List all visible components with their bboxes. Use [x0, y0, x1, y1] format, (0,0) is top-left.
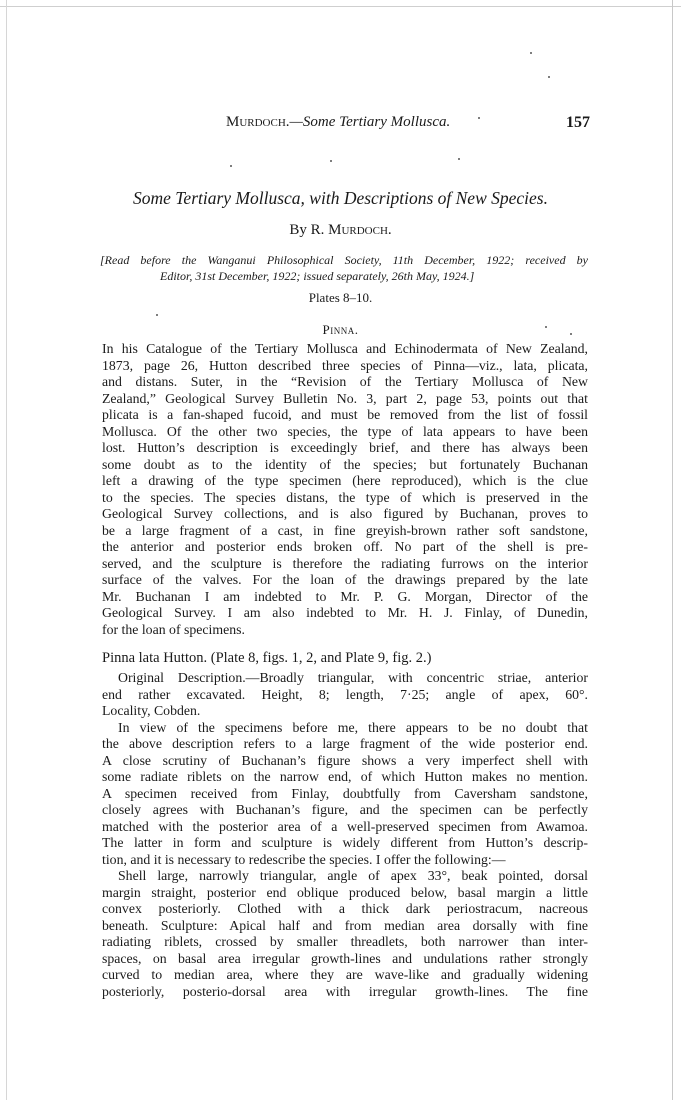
publication-note-line: [Read before the Wanganui Philosophical Society, 11th December, 1922; received by	[100, 253, 588, 267]
text-line: curved to median area, where they are wave-like and gradually widening	[102, 967, 588, 982]
text-line: Mr. Buchanan I am indebted to Mr. P. G. Morgan, Director of the	[102, 588, 588, 604]
text-line: surface of the valves. For the loan of the drawings prepared by the late	[102, 572, 588, 587]
text-line: plicata is a fan-shaped fucoid, and must be removed from the list of fossil	[102, 407, 588, 422]
species-heading: Pinna lata Hutton. (Plate 8, figs. 1, 2, and Plate 9, fig. 2.)	[102, 650, 432, 666]
text-line: Zealand,” Geological Survey Bulletin No. 3, part 2, page 53, points out that	[102, 390, 588, 406]
text-line: 1873, page 26, Hutton described three species of Pinna—viz., lata, plicata,	[102, 357, 588, 373]
description-paragraph	[102, 868, 588, 1000]
text-line: In view of the specimens before me, there appears to be no doubt that	[118, 719, 588, 735]
text-line: A close scrutiny of Buchanan’s figure shows a very imperfect shell with	[102, 752, 588, 768]
text-line: A specimen received from Finlay, doubtfully from Caversham sandstone,	[102, 785, 588, 801]
text-line: beneath. Sculpture: Apical half and from median area dorsally with fine	[102, 917, 588, 933]
scan-speck	[230, 165, 232, 167]
text-line: lost. Hutton’s description is exceedingly brief, and there has always been	[102, 440, 588, 455]
scan-speck	[548, 76, 550, 78]
article-title: Some Tertiary Mollusca, with Descriptions of New Species.	[133, 188, 548, 208]
text-line: and distans. Suter, in the “Revision of the Tertiary Mollusca of New	[102, 374, 588, 389]
author-line	[0, 222, 681, 239]
author-prefix: By	[289, 222, 307, 238]
intro-paragraph	[102, 341, 588, 638]
text-line: tion, and it is necessary to redescribe the species. I offer the following:—	[102, 851, 506, 867]
text-line: Original Description.—Broadly triangular, with concentric striae, anterior	[118, 670, 588, 685]
original-description	[102, 670, 588, 720]
text-line: The latter in form and sculpture is widely different from Hutton’s descrip-	[102, 835, 588, 850]
text-line: be a large fragment of a cast, in fine greyish-brown rather soft sandstone,	[102, 522, 588, 538]
text-line: closely agrees with Buchanan’s figure, and the specimen can be perfectly	[102, 802, 588, 817]
scan-speck	[458, 158, 460, 160]
text-line: the anterior and posterior ends broken off. No part of the shell is pre-	[102, 539, 588, 554]
running-head	[226, 114, 450, 131]
text-line: Geological Survey. I am also indebted to Mr. H. J. Finlay, of Dunedin,	[102, 605, 588, 620]
text-line: Geological Survey collections, and is also figured by Buchanan, proves to	[102, 506, 588, 521]
text-line: Locality, Cobden.	[102, 703, 201, 718]
text-line: In his Catalogue of the Tertiary Mollusca and Echinodermata of New Zealand,	[102, 341, 588, 356]
publication-note	[100, 252, 588, 284]
author-name: R. Murdoch.	[310, 222, 392, 238]
text-line: Shell large, narrowly triangular, angle of apex 33°, beak pointed, dorsal	[118, 868, 588, 883]
text-line: the above description refers to a large fragment of the wide posterior end.	[102, 736, 588, 751]
publication-note-line: Editor, 31st December, 1922; issued separately, 26th May, 1924.]	[160, 269, 475, 283]
text-line: margin straight, posterior end oblique produced below, basal margin a little	[102, 884, 588, 900]
running-head-title: —Some Tertiary Mollusca.	[289, 114, 451, 130]
top-rule	[0, 6, 681, 7]
discussion-paragraph	[102, 720, 588, 869]
text-line: some doubt as to the identity of the species; but fortunately Buchanan	[102, 456, 588, 472]
scan-speck	[530, 52, 532, 54]
text-line: to the species. The species distans, the type of which is preserved in the	[102, 489, 588, 505]
text-line: end rather excavated. Height, 8; length, 7·25; angle of apex, 60°.	[102, 686, 588, 702]
page-number: 157	[566, 114, 590, 131]
running-head-author: Murdoch.	[226, 114, 290, 130]
page-header	[100, 114, 590, 136]
text-line: radiating riblets, crossed by smaller threadlets, both narrower than inter-	[102, 934, 588, 949]
text-line: served, and the sculpture is therefore the radiating furrows on the interior	[102, 555, 588, 571]
scan-speck	[330, 160, 332, 162]
plates-reference: Plates 8–10.	[308, 290, 373, 305]
section-heading: Pinna.	[322, 322, 359, 337]
text-line: Mollusca. Of the other two species, the type of lata appears to have been	[102, 423, 588, 439]
scan-speck	[156, 314, 158, 316]
text-line: for the loan of specimens.	[102, 621, 245, 637]
text-line: convex posteriorly. Clothed with a thick dark periostracum, nacreous	[102, 901, 588, 916]
text-line: posteriorly, posterio-dorsal area with irregular growth-lines. The fine	[102, 983, 588, 999]
text-line: spaces, on basal area irregular growth-lines and undulations rather strongly	[102, 950, 588, 966]
text-line: some radiate riblets on the narrow end, of which Hutton makes no mention.	[102, 769, 588, 784]
text-line: left a drawing of the type specimen (here reproduced), which is the clue	[102, 473, 588, 488]
right-page-edge	[672, 0, 673, 1100]
left-page-edge	[6, 0, 7, 1100]
text-line: matched with the posterior area of a well-preserved specimen from Awamoa.	[102, 818, 588, 834]
